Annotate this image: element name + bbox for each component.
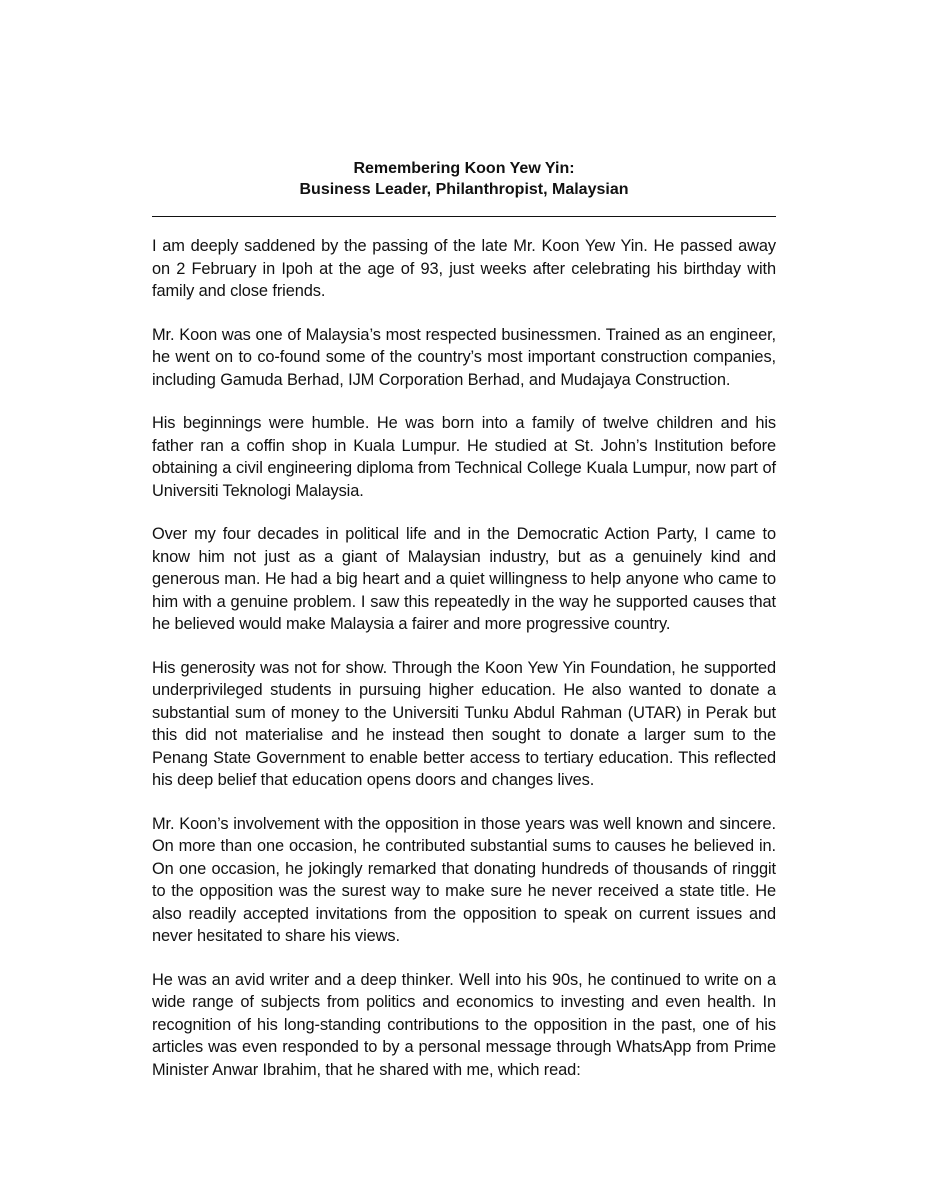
title-divider	[152, 216, 776, 217]
document-body	[152, 235, 776, 1081]
paragraph: I am deeply saddened by the passing of the late Mr. Koon Yew Yin. He passed away on 2 February in Ipoh at the age of 93, just weeks after celebrating his birthday with family and close friends.	[152, 237, 776, 300]
paragraph: Mr. Koon was one of Malaysia’s most respected businessmen. Trained as an engineer, he went on to co-found some of the country’s most important construction companies, including Gamuda Berhad, IJM Corporation Berhad, and Mudajaya Construction.	[152, 325, 776, 389]
title-line-1: Remembering Koon Yew Yin:	[353, 160, 575, 177]
paragraph: Over my four decades in political life and in the Democratic Action Party, I came to know him not just as a giant of Malaysian industry, but as a genuinely kind and generous man. He had a big heart and a quiet willingness to help anyone who came to him with a genuine problem. I saw this repeatedly in the way he supported causes that he believed would make Malaysia a fairer and more progressive country.	[152, 525, 776, 633]
paragraph: His generosity was not for show. Through the Koon Yew Yin Foundation, he supported underprivileged students in pursuing higher education. He also wanted to donate a substantial sum of money to the Universiti Tunku Abdul Rahman (UTAR) in Perak but this did not materialise and he instead then sought to donate a larger sum to the Penang State Government to enable better access to tertiary education. This reflected his deep belief that education opens doors and changes lives.	[152, 658, 776, 789]
title-line-2: Business Leader, Philanthropist, Malaysian	[299, 181, 629, 198]
paragraph: He was an avid writer and a deep thinker. Well into his 90s, he continued to write on a wide range of subjects from politics and economics to investing and even health. In recognition of his long-standing contributions to the opposition in the past, one of his articles was even responded to by a personal message through WhatsApp from Prime Minister Anwar Ibrahim, that he shared with me, which read:	[152, 970, 776, 1079]
paragraph: Mr. Koon’s involvement with the opposition in those years was well known and sincere. On more than one occasion, he contributed substantial sums to causes he believed in. On one occasion, he jokingly remarked that donating hundreds of thousands of ringgit to the opposition was the surest way to make sure he never received a state title. He also readily accepted invitations from the opposition to speak on current issues and never hesitated to share his views.	[152, 814, 776, 945]
document-title	[152, 158, 776, 200]
paragraph: His beginnings were humble. He was born into a family of twelve children and his father ran a coffin shop in Kuala Lumpur. He studied at St. John’s Institution before obtaining a civil engineering diploma from Technical College Kuala Lumpur, now part of Universiti Teknologi Malaysia.	[152, 414, 776, 500]
